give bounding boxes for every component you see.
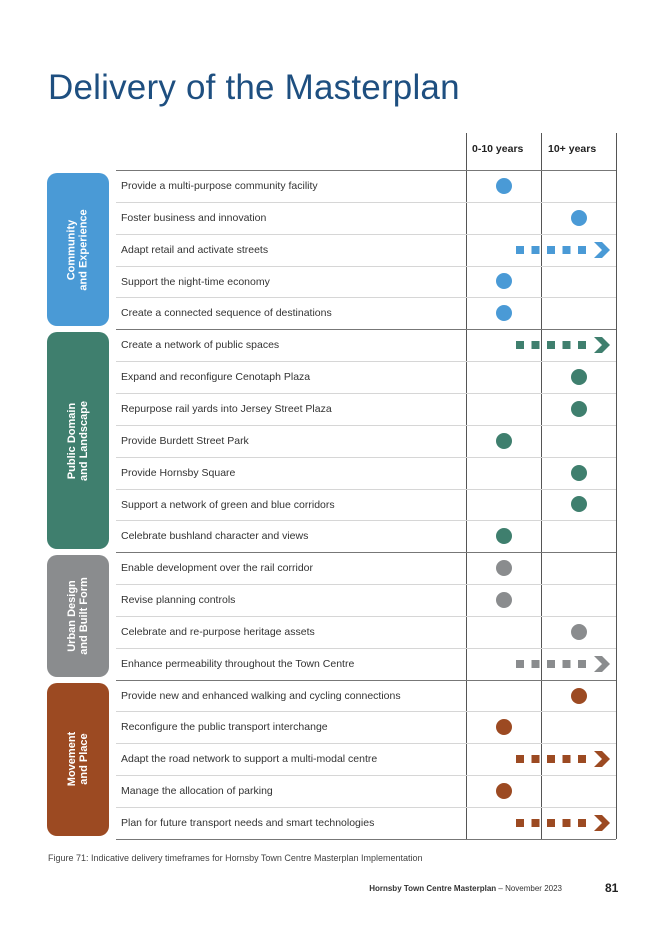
timeframe-dot (496, 305, 512, 321)
arrow-dash (516, 246, 524, 254)
arrow-head (594, 815, 610, 831)
timeframe-dot (571, 496, 587, 512)
row-label: Provide a multi-purpose community facility (121, 180, 318, 192)
arrow-dash (547, 660, 555, 668)
row-label: Expand and reconfigure Cenotaph Plaza (121, 371, 311, 384)
timeframe-dot (496, 528, 512, 544)
row-label: Reconfigure the public transport interchange (121, 721, 328, 734)
timeframe-dot (571, 688, 587, 704)
timeframe-dot (496, 433, 512, 449)
category-label: Community and Experience (66, 208, 91, 291)
category-tab (47, 173, 109, 326)
arrow-dash (563, 341, 571, 349)
timeframe-dot (571, 624, 587, 640)
arrow-dash (578, 341, 586, 349)
group-rule (116, 839, 616, 840)
arrow-dash (563, 819, 571, 827)
category-label: Urban Design and Built Form (66, 577, 91, 655)
row-label: Revise planning controls (121, 594, 236, 607)
arrow-dash (547, 341, 555, 349)
timeframe-dot (571, 401, 587, 417)
row-label: Adapt retail and activate streets (121, 243, 269, 256)
column-divider-right (616, 133, 617, 839)
row-label: Enhance permeability throughout the Town Centre (121, 657, 355, 670)
arrow-dash (516, 660, 524, 668)
arrow-dash (532, 246, 540, 254)
timeframe-dot (571, 210, 587, 226)
row-label: Create a connected sequence of destinations (121, 307, 332, 320)
arrow-dash (547, 246, 555, 254)
timeframe-dot (496, 273, 512, 289)
ongoing-arrow-icon (516, 241, 612, 259)
ongoing-arrow-icon (516, 814, 612, 832)
ongoing-arrow-icon (516, 336, 612, 354)
arrow-dash (563, 755, 571, 763)
row-label: Provide new and enhanced walking and cycling connections (121, 689, 401, 702)
arrow-dash (547, 819, 555, 827)
arrow-dash (516, 819, 524, 827)
arrow-dash (516, 755, 524, 763)
header-0-10-years: 0-10 years (472, 143, 524, 155)
arrow-dash (532, 341, 540, 349)
row-label: Provide Burdett Street Park (121, 434, 249, 447)
timeframe-dot (496, 783, 512, 799)
arrow-dash (547, 755, 555, 763)
row-label: Repurpose rail yards into Jersey Street Plaza (121, 402, 332, 415)
column-divider-left (466, 133, 467, 839)
arrow-head (594, 242, 610, 258)
column-divider-mid (541, 133, 542, 839)
arrow-head (594, 751, 610, 767)
page-title: Delivery of the Masterplan (48, 68, 460, 107)
page-number: 81 (605, 881, 619, 895)
category-tab (47, 683, 109, 836)
figure-caption: Figure 71: Indicative delivery timeframes for Hornsby Town Centre Masterplan Implementation (48, 853, 423, 863)
arrow-dash (532, 755, 540, 763)
footer-date: – November 2023 (496, 884, 562, 893)
ongoing-arrow-icon (516, 655, 612, 673)
row-label: Plan for future transport needs and smart technologies (121, 817, 375, 829)
category-label: Movement and Place (66, 732, 90, 787)
ongoing-arrow-icon (516, 750, 612, 768)
row-label: Create a network of public spaces (121, 339, 280, 352)
arrow-dash (578, 819, 586, 827)
category-tab (47, 332, 109, 549)
timeframe-dot (496, 592, 512, 608)
row-label: Support the night-time economy (121, 275, 270, 288)
row-label: Celebrate and re-purpose heritage assets (121, 625, 315, 638)
row-label: Foster business and innovation (121, 211, 267, 224)
timeframe-dot (496, 560, 512, 576)
arrow-dash (578, 755, 586, 763)
row-label: Enable development over the rail corridor (121, 562, 314, 575)
timeframe-dot (571, 465, 587, 481)
arrow-dash (532, 819, 540, 827)
arrow-dash (563, 246, 571, 254)
footer (369, 884, 562, 893)
arrow-head (594, 337, 610, 353)
row-label: Adapt the road network to support a multi-modal centre (121, 753, 378, 766)
arrow-dash (516, 341, 524, 349)
row-label: Manage the allocation of parking (121, 785, 273, 798)
row-label: Support a network of green and blue corridors (121, 498, 335, 511)
arrow-dash (563, 660, 571, 668)
header-10-plus-years: 10+ years (548, 143, 597, 155)
arrow-dash (578, 660, 586, 668)
timeframe-dot (571, 369, 587, 385)
arrow-dash (578, 246, 586, 254)
timeframe-dot (496, 178, 512, 194)
footer-doc-title: Hornsby Town Centre Masterplan (369, 884, 497, 893)
row-label: Celebrate bushland character and views (121, 530, 309, 543)
category-tab (47, 555, 109, 676)
category-label: Public Domain and Landscape (66, 400, 91, 481)
arrow-head (594, 656, 610, 672)
row-label: Provide Hornsby Square (121, 466, 236, 479)
timeframe-dot (496, 719, 512, 735)
arrow-dash (532, 660, 540, 668)
